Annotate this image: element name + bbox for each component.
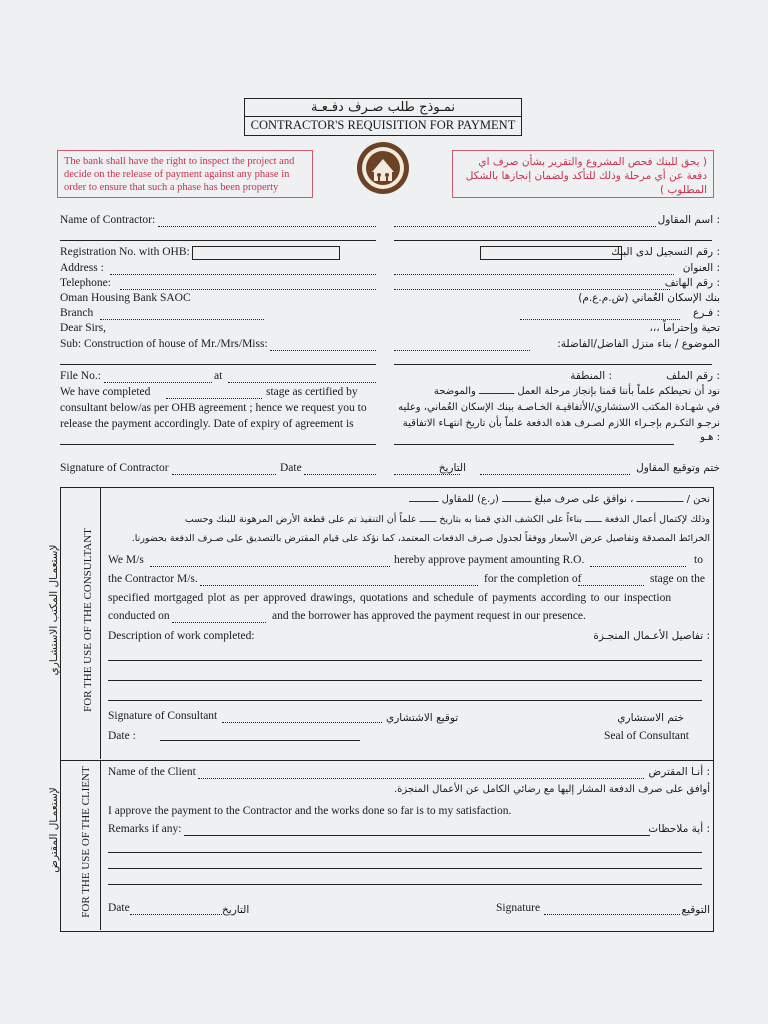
field-telephone-ar[interactable] xyxy=(394,289,670,290)
form-title-arabic: نمـوذج طلب صـرف دفـعـة xyxy=(310,100,455,115)
label-client-signature-ar: التوقيع xyxy=(681,904,710,916)
client-approval-ar: أوافق على صرف الدفعة المشار إليها مع رضائي الكامل عن الأعمال المنجزة. xyxy=(393,784,710,795)
label-client-name-ar: : أنـا المقترض xyxy=(648,766,710,778)
label-client-signature: Signature xyxy=(496,902,541,914)
request-text-4: release the payment accordingly. Date of expiry of agreement is xyxy=(60,418,354,430)
field-completion-stage[interactable] xyxy=(578,585,644,586)
label-client-date: Date xyxy=(108,902,130,914)
label-conducted-on: conducted on xyxy=(108,610,170,622)
field-subject-ar[interactable] xyxy=(394,350,530,351)
label-description-ar: : تفاصيل الأعـمال المنجـزة xyxy=(593,630,710,642)
label-branch: Branch xyxy=(60,307,94,319)
client-approval-en: I approve the payment to the Contractor and the works done so far is to my satisfaction. xyxy=(108,805,512,817)
label-date: Date xyxy=(280,462,302,474)
field-client-name[interactable] xyxy=(198,778,644,779)
consultant-borrower-text: and the borrower has approved the payment request in our presence. xyxy=(272,610,586,622)
label-signature-consultant: Signature of Consultant xyxy=(108,710,218,722)
label-consultant-date: Date : xyxy=(108,730,136,742)
label-telephone: Telephone: xyxy=(60,277,111,289)
label-description: Description of work completed: xyxy=(108,630,255,642)
field-registration-number[interactable] xyxy=(192,246,340,260)
label-contractor-ms: the Contractor M/s. xyxy=(108,573,198,585)
field-branch[interactable] xyxy=(100,319,264,320)
label-seal-consultant: Seal of Consultant xyxy=(604,730,689,742)
rule xyxy=(60,364,376,365)
label-file-no-ar: : رقم الملف xyxy=(666,370,720,382)
field-subject[interactable] xyxy=(270,350,376,351)
label-contractor-name: Name of Contractor: xyxy=(60,214,156,226)
label-approve-amount: hereby approve payment amounting R.O. xyxy=(394,554,585,566)
oman-housing-bank-logo-icon xyxy=(347,140,419,196)
label-subject-ar: الموضوع / بناء منزل الفاضل/الفاضلة: xyxy=(557,338,720,350)
label-address: Address : xyxy=(60,262,104,274)
field-branch-ar[interactable] xyxy=(520,319,680,320)
rule xyxy=(394,240,712,241)
label-area-ar: : المنطقة xyxy=(570,370,612,382)
field-consultant-date[interactable] xyxy=(160,740,360,741)
field-address[interactable] xyxy=(110,274,376,275)
label-stamp-consultant-ar: ختم الاستشاري xyxy=(617,712,684,724)
consultant-specified-text: specified mortgaged plot as per approved drawings, quotations and schedule of payments according to our inspection xyxy=(108,592,672,604)
request-text-2: stage as certified by xyxy=(266,386,358,398)
field-signature-contractor-ar[interactable] xyxy=(480,474,630,475)
request-text-1: We have completed xyxy=(60,386,151,398)
field-signature-consultant[interactable] xyxy=(222,722,382,723)
request-text-ar-4: : هـو xyxy=(700,432,720,443)
consultant-side-label-ar: لإستعمـال المكتب الاستشـاري xyxy=(48,544,60,676)
form-title-box xyxy=(244,98,522,136)
consultant-side-label-en: FOR THE USE OF THE CONSULTANT xyxy=(82,528,94,712)
label-client-name: Name of the Client xyxy=(108,766,196,778)
field-stage-completed[interactable] xyxy=(166,398,262,399)
field-consultant-firm[interactable] xyxy=(150,566,390,567)
label-subject: Sub: Construction of house of Mr./Mrs/Miss: xyxy=(60,338,268,350)
consultant-ar-line-1: نحن / ــــــــــــــــ ، نوافق على صرف مبلغ ــــــــــ (ر.ع) للمقاول ــــــــــ xyxy=(409,494,710,505)
label-stage-on: stage on the xyxy=(650,573,705,585)
form-title-english: CONTRACTOR'S REQUISITION FOR PAYMENT xyxy=(245,116,521,133)
label-signature-contractor-ar: ختم وتوقيع المقاول xyxy=(636,462,720,474)
notice-english: The bank shall have the right to inspect the project and decide on the release of payment against any phase in order to ensure that such a phase has been property xyxy=(57,150,313,198)
field-remarks-line-4[interactable] xyxy=(108,884,702,885)
salutation-ar: تحية وإحتراماً ،،، xyxy=(649,322,720,334)
label-file-no: File No.: xyxy=(60,370,101,382)
field-date-ar[interactable] xyxy=(394,474,460,475)
label-we-ms: We M/s xyxy=(108,554,144,566)
label-for-completion: for the completion of xyxy=(484,573,582,585)
field-contractor-name[interactable] xyxy=(158,226,376,227)
label-telephone-ar: : رقم الهاتف xyxy=(664,277,720,289)
field-description-line-3[interactable] xyxy=(108,700,702,701)
field-registration-number-ar[interactable] xyxy=(480,246,622,260)
rule xyxy=(394,364,712,365)
client-side-label-en: FOR THE USE OF THE CLIENT xyxy=(80,766,92,918)
request-text-3: consultant below/as per OHB agreement ; hence we request you to xyxy=(60,402,367,414)
label-signature-consultant-ar: توقيع الاشتشاري xyxy=(386,712,459,724)
field-remarks-line-3[interactable] xyxy=(108,868,702,869)
consultant-side-panel xyxy=(60,487,101,759)
field-description-line-2[interactable] xyxy=(108,680,702,681)
label-registration-ar: : رقم التسجيل لدى البنك xyxy=(611,246,720,258)
field-expiry-date-ar[interactable] xyxy=(394,444,674,445)
label-remarks-ar: : أية ملاحظات xyxy=(648,823,710,835)
field-date[interactable] xyxy=(304,474,376,475)
field-contractor-ms[interactable] xyxy=(200,585,478,586)
field-remarks-line-2[interactable] xyxy=(108,852,702,853)
field-remarks-line-1[interactable] xyxy=(184,835,650,836)
field-conducted-on[interactable] xyxy=(172,622,266,623)
request-text-ar-3: نرجـو التكـرم بإجـراء اللازم لصـرف هذه الدفعة علماً بأن تاريخ انتهـاء الاتفاقية xyxy=(402,418,720,429)
field-client-signature[interactable] xyxy=(544,914,680,915)
field-amount-ro[interactable] xyxy=(590,566,686,567)
label-signature-contractor: Signature of Contractor xyxy=(60,462,169,474)
salutation: Dear Sirs, xyxy=(60,322,106,334)
consultant-ar-line-3: الخرائط المصدقة وتفاصيل عرض الأسعار ووفقاً لجدول صـرف الدفعات المعتمد، كما نؤكد على قيام المقترض بالتصديق على صـرف الدفعة بحضورنا. xyxy=(131,533,710,544)
field-client-date[interactable] xyxy=(130,914,222,915)
field-address-ar[interactable] xyxy=(394,274,674,275)
client-side-label-ar: لإستعمـال المقترض xyxy=(48,787,60,873)
rule xyxy=(60,240,376,241)
label-client-date-ar: التاريخ xyxy=(222,904,250,916)
field-at[interactable] xyxy=(228,382,376,383)
label-at: at xyxy=(214,370,223,382)
field-contractor-name-ar[interactable] xyxy=(394,226,656,227)
field-expiry-date[interactable] xyxy=(60,444,376,445)
field-description-line-1[interactable] xyxy=(108,660,702,661)
request-text-ar-1: نود أن نحيطكم علماً بأننا قمنا بإنجاز مرحلة العمل ــــــــــــ والموضحة xyxy=(433,386,720,397)
bank-name-ar: بنك الإسكان العُماني (ش.م.ع.م) xyxy=(578,292,720,304)
label-branch-ar: : فـرع xyxy=(692,307,720,319)
label-remarks: Remarks if any: xyxy=(108,823,182,835)
label-registration: Registration No. with OHB: xyxy=(60,246,190,258)
label-contractor-name-ar: : اسم المقاول xyxy=(657,214,720,226)
bank-name: Oman Housing Bank SAOC xyxy=(60,292,191,304)
label-to: to xyxy=(694,554,703,566)
label-address-ar: : العنوان xyxy=(682,262,720,274)
label-date-ar: التاريخ xyxy=(438,462,466,474)
notice-arabic: ( يحق للبنك فحص المشروع والتقرير بشأن صرف اي دفعة عن أي مرحلة وذلك للتأكد ولضمان إنجازها بالشكل المطلوب ) xyxy=(452,150,714,198)
field-file-no[interactable] xyxy=(104,382,212,383)
consultant-ar-line-2: وذلك لإكتمال أعمال الدفعة ــــــ بناءاً على الكشف الذي قمنا به بتاريخ ــــــ علماً أن التنفيذ تم على قطعة الأرض المرهونة للبنك وحسب xyxy=(184,514,710,525)
request-text-ar-2: في شهـادة المكتب الاستشاري/الأتفاقيـة الخـاصـة ببنك الإسكان العُماني، وعليه xyxy=(398,402,720,413)
field-signature-contractor[interactable] xyxy=(172,474,276,475)
field-telephone[interactable] xyxy=(120,289,376,290)
